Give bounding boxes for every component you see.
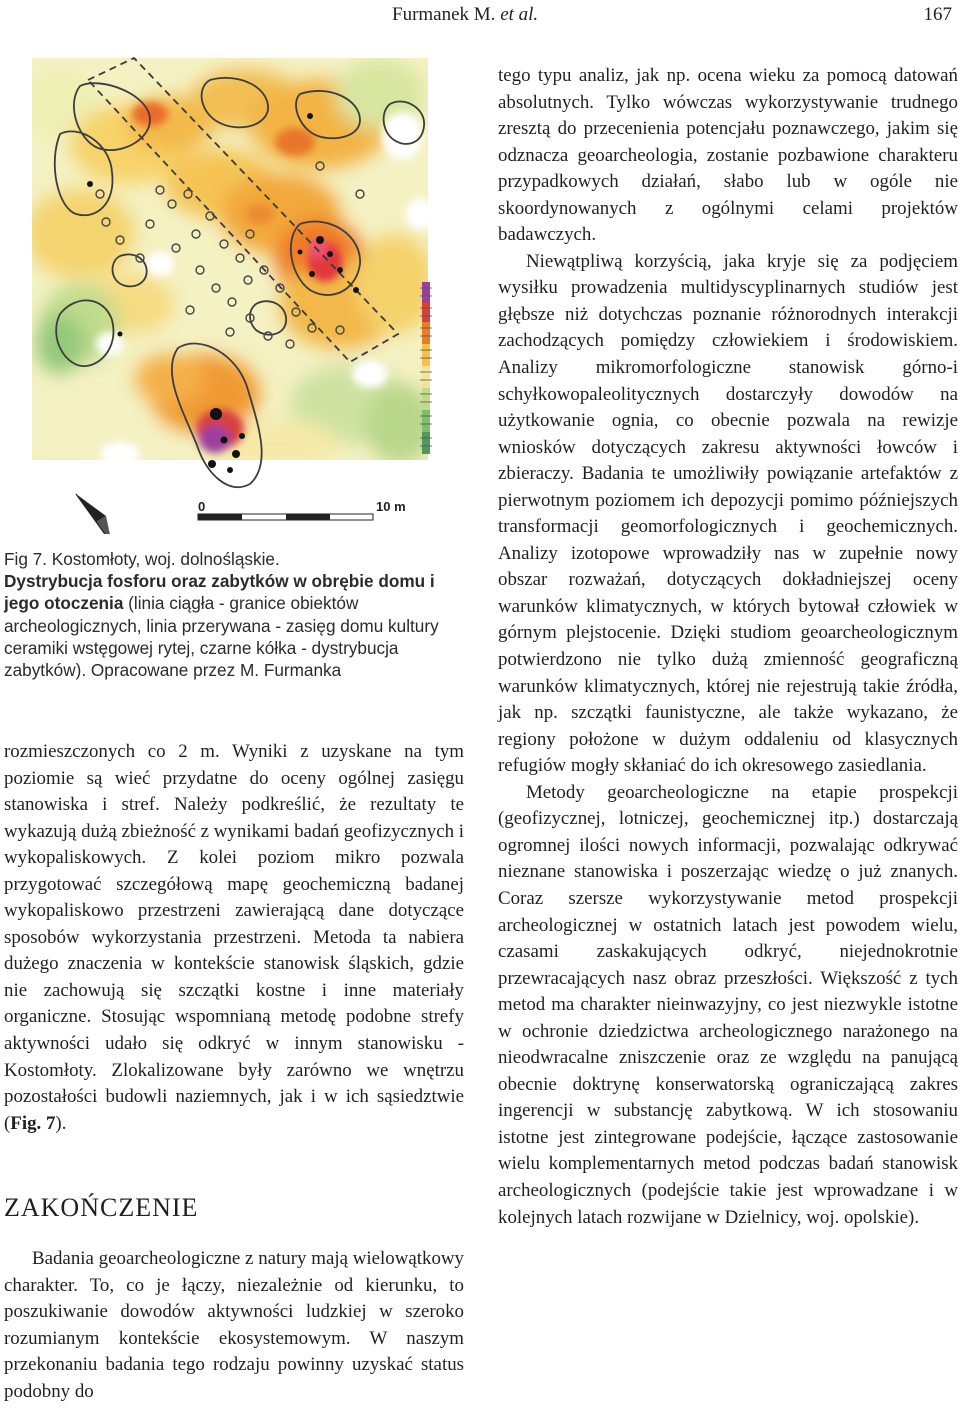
north-arrow-icon: [76, 494, 112, 534]
scale-bar: [198, 499, 406, 520]
heatmap: [20, 58, 435, 469]
left-paragraph-text: rozmieszczonych co 2 m. Wyniki z uzyskane na tym poziomie są wieć przydatne do oceny ogólnej zasięgu stanowiska i stref. Należy podkreślić, że rezultaty te wykazują dużą zbieżność z wynikami badań geofizycznych i wykopaliskowych. Z kolei poziom mikro pozwala przygotować szczegółową mapę geochemiczną badanej wykopaliskowo przestrzeni zawierającą dane dotyczące sposobów wykorzystania przestrzeni. Metoda ta nabiera dużego znaczenia w kontekście stanowisk śląskich, gdzie nie zachowują się szczątki kostne i inne materiały organiczne. Stosując wspomnianą metodę podobne strefy aktywności udało się odkryć w innym stanowisku - Kostomłoty. Zlokalizowane były zarówno we wnętrzu pozostałości budowli naziemnych, jak i w ich sąsiedztwie (: [4, 741, 464, 1134]
authors-etal: et al.: [500, 4, 539, 25]
scale-start-label: 0: [198, 499, 206, 514]
figure-caption-label: Fig 7. Kostomłoty, woj. dolnośląskie.: [4, 549, 280, 569]
right-column: [498, 63, 958, 1231]
conclusion-paragraph: [4, 1246, 464, 1405]
phosphorus-distribution-map: [0, 44, 480, 534]
figure-caption-body: [4, 570, 472, 681]
left-column-paragraph: [4, 739, 464, 1137]
authors-name: Furmanek M.: [392, 4, 501, 25]
conclusion-text: Badania geoarcheologiczne z natury mają wielowątkowy charakter. To, co je łączy, niezależnie od kierunku, to poszukiwanie dowodów aktywności ludzkiej w szeroko rozumianym kontekście ekosystemowym. W naszym przekonaniu badania tego rodzaju powinny uzyskać status podobny do: [4, 1248, 464, 1402]
page-number: 167: [923, 4, 952, 25]
figure-caption-bold: Dystrybucja fosforu oraz zabytków w obrębie domu i jego otoczenia: [4, 571, 435, 614]
figure-reference-link[interactable]: Fig. 7: [10, 1112, 56, 1134]
right-paragraph-3: Metody geoarcheologiczne na etapie prospekcji (geofizycznej, lotniczej, geochemicznej itp.) dostarczają ogromnej ilości nowych informacji, pozwalając odkrywać nieznane stanowiska i poszerzając wiedzę o już znanych. Coraz szersze wykorzystywanie metod prospekcji archeologicznej w ostatnich latach jest powodem wielu, czasami zaskakujących odkryć, niejednokrotnie przewracających nasz obraz przeszłości. Większość z tych metod ma charakter nieinwazyjny, co jest niezwykle istotne w ochronie dziedzictwa archeologicznego narażonego na nieodwracalne zniszczenie oraz ze względu na panującą obecnie doktrynę konserwatorską ograniczającą zakres ingerencji w substancję zabytkową. W ich stosowaniu istotne jest zintegrowane podejście, łączące zastosowanie wielu komplementarnych metod podczas badań stanowisk archeologicznych (podejście takie jest wprowadzane i w kolejnych latach rozwijane w Dzielnicy, woj. opolskie).: [498, 781, 958, 1228]
left-paragraph-end: ).: [55, 1112, 67, 1134]
figure-caption: [4, 548, 472, 681]
running-authors: [392, 4, 538, 26]
page-header: [0, 2, 960, 28]
section-heading: ZAKOŃCZENIE: [4, 1193, 199, 1222]
right-paragraph-2: Niewątpliwą korzyścią, jaka kryje się za podjęciem wysiłku prowadzenia multidyscyplinarnych studiów jest głębsze niż dotychczas poznanie różnorodnych interakcji zachodzących pomiędzy człowiekiem i środowiskiem. Analizy mikromorfologiczne stanowisk górno-i schyłkowopaleolitycznych dostarczyły dowodów na użytkowanie ognia, co obecnie pozwala na rewizje wniosków dotyczących zakresu aktywności łowców i zbieraczy. Badania te umożliwiły powiązanie artefaktów z pierwotnym poziomem ich depozycji pomimo późniejszych transformacji geomorfologicznych i geochemicznych. Analizy izotopowe wprowadziły nas w zupełnie nowy obszar rozważań, dotyczących dokładniejszej oceny warunków klimatycznych, w których bytował człowiek w górnym plejstocenie. Dzięki studiom geoarcheologicznym potwierdzono nie tylko dużą zmienność geograficzną warunków klimatycznych, której nie rejestrują takie źródła, jak np. szczątki faunistyczne, ale także wykazano, że regiony położone w dużym oddaleniu od klasycznych refugiów mogły skłaniać do ich okresowego zasiedlania.: [498, 250, 958, 777]
figure-caption-rest: (linia ciągła - granice obiektów archeologicznych, linia przerywana - zasięg domu kultury ceramiki wstęgowej rytej, czarne kółka - dystrybucja zabytków). Opracowane przez M. Furmanka: [4, 593, 439, 681]
scale-end-label: 10 m: [376, 499, 406, 514]
right-paragraph-1: tego typu analiz, jak np. ocena wieku za pomocą datowań absolutnych. Tylko wówczas wykorzystywanie trudnego zresztą do przecenienia potencjału poznawczego, jakim się odznacza geoarcheologia, zostanie pozbawione charakteru przypadkowych działań, słabo lub w ogóle nie skoordynowanych z ogólnymi celami projektów badawczych.: [498, 65, 958, 246]
